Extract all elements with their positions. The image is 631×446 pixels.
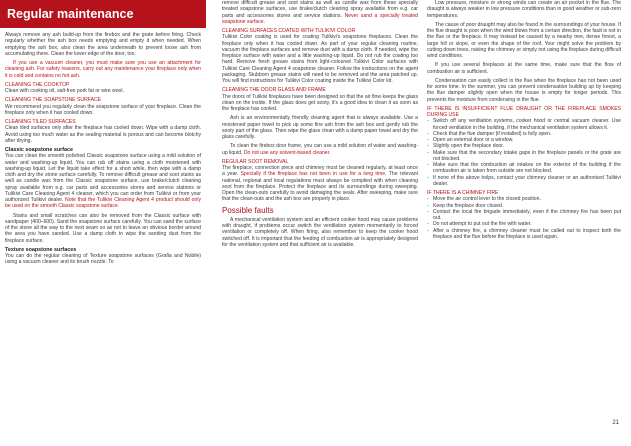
pressure-text-a: Low pressure, moisture or strong winds can create an air pocket in the flue. The draught is always weaker in low pressure conditions than in good weather or sub-zero temperatures. — [427, 0, 621, 19]
page-title: Regular maintenance — [7, 6, 134, 21]
classic-text — [5, 153, 201, 209]
column-middle — [222, 0, 418, 251]
list-item: - Slightly open the fireplace door. — [427, 143, 621, 149]
column-right — [427, 0, 621, 243]
classic-text-note: Note that the Tulikivi Cleaning Agent 4 product should only be used on the smooth Classic soapstone surface. — [5, 197, 201, 210]
vacuum-warning: If you use a vacuum cleaner, you must make sure you use an attachment for cleaning ash. For safety reasons, carry out any maintenance your fireplace only when it is cold and contains no hot ash. — [5, 60, 201, 79]
list-item: - If none of the above helps, contact your chimney cleaner or an authorised Tulikivi dealer. — [427, 175, 621, 188]
classic-text-main: You can clean the smooth polished Classic soapstone surface using a mild solution of water and washing-up liquid. You can rub off stains using a cloth moistened with washing-up liquid. Let the liquid take effect for a short while, then wipe with a damp cloth and dry the stone surface carefully. To remove difficult grease and soot stains as well as candle wax from the Classic soapstone surface, use brake/clutch cleaning spray available from e.g. car parts and accessories stores and service stations or Tulikivi Care Cleaning Agent 4 cleaner, which you can order from Tulikivi or from your authorized Tulikivi dealer. — [5, 153, 201, 203]
classic-heading: Classic soapstone surface — [5, 147, 74, 153]
glass-frame-text: To clean the firebox door frame, you can use a mild solution of water and washing-up liquid. — [222, 143, 418, 156]
faults-text: A mechanical ventilation system and an efficient cooker hood may cause problems with draught, if problems occur switch the ventilation system momentarily to forced ventilation or completely off. When firing, also remember to keep the cooker hood switched off. It is important that the feeding of combustion air is appropriately designed for the ventilation system and that sufficient air is available. — [222, 216, 418, 248]
glass-text-b: Ash is an environmentally friendly cleaning agent that is always available. Use a moistened paper towel to pick up some fine ash from the ash box and gently rub the sooty part of the glass. Then wipe the glass clean with a damp paper towel and dry the glass carefully. — [222, 115, 418, 140]
insufficient-draught-list — [427, 118, 621, 187]
list-item: - After a chimney fire, a chimney cleaner must be called out to inspect both the fireplace and the flue before the fireplace is used again. — [427, 228, 621, 241]
soot-text-b: The relevant national, regional and local regulations must always be complied with when cleaning soot from the fireplace. Protect the fireplace and its surroundings during sweeping. Open the clean-outs carefully to avoid damaging the seals. After sweeping, make sure that the clean-outs and the ash box are properly in place. — [222, 171, 419, 203]
glass-solvent-warning: Do not use any solvent-based cleaner. — [243, 149, 331, 156]
coated-text: Tulikivi Color coating is used for coating Tulikivi's soapstone fireplaces. Clean the fireplace only when it has cooled down. As part of your regular cleaning routine, vacuum the fireplace surfaces and remove dust with a damp cloth. If needed, wipe the fireplace surface with water and a little washing-up liquid. Do not rub the coating too hard. Remove fresh grease stains from light-coloured Tulikivi Color surfaces with Tulikivi Care Cleaning Agent 4 soapstone cleaner. Follow the instructions on the agent packaging. Stubborn grease stains will need to be removed and the area patched up. You will find instructions for Tulikivi Color coating inside the Tulikivi Color kit. — [222, 34, 418, 84]
texture-sand-warning: Never sand a specially treated soapstone surface. — [222, 12, 418, 25]
pressure-text-c: If you use several fireplaces at the same time, make sure that the flow of combustion air is sufficient. — [427, 62, 621, 75]
intro-paragraph: Always remove any ash build-up from the firebox and the grate before firing. Check regularly whether the ash box needs emptying and empty it when needed. When emptying the ash box, also clean the area underneath to prevent loose ash from accumulating there. Clean the lower edge of the door, too. — [5, 32, 201, 57]
texture-text: You can do the regular cleaning of Texture soapstone surfaces (Grafia and Nobile) using a vacuum cleaner and its brush nozzle. To — [5, 253, 201, 266]
texture-heading: Texture soapstone surfaces — [5, 246, 77, 253]
list-item: - Contact the local fire brigade immediately, even if the chimney fire has been put out. — [427, 209, 621, 222]
column-left — [0, 0, 206, 269]
list-item: - Make sure that the combustion air intakes on the exterior of the building if the combustion air is taken from outside are not blocked. — [427, 162, 621, 175]
texture-continued-main: remove difficult grease and soot stains as well as candle wax from these specially treated soapstone surfaces, use brake/clutch cleaning spray available from e.g. car parts and accessories stores and service stations. — [222, 0, 418, 19]
faults-heading: Possible faults — [222, 205, 274, 215]
classic-sanding-text: Stains and small scratches can also be removed from the Classic surface with sandpaper (400–600). Sand the soapstone surface carefully. You can sand the surface of the stone all the way to the next seam so as not to leave an obvious border around the area you have sanded. Use a damp cloth to wipe the sanding dust from the fireplace surface. — [5, 212, 201, 244]
soot-text — [222, 165, 418, 203]
pressure-text-d: Condensation can easily collect in the flue when the fireplace has not been used for some time. In the summer, you can prevent condensation building up by keeping the flue damper slightly open when the house is empty for longer periods. This prevents the moisture from condensing in the flue. — [427, 77, 621, 103]
coated-heading: CLEANING SURFACES COATED WITH TULIKIVI COLOR — [222, 28, 356, 34]
page-title-banner — [0, 0, 206, 28]
list-item: - Do not attempt to put out the fire with water. — [427, 221, 621, 227]
glass-text-a: The doors of Tulikivi fireplaces have been designed so that the air flow keeps the glass clean on the inside. If the glass does get sooty, it's a good idea to clean it as soon as the fireplace has cooled. — [222, 93, 418, 112]
list-item: - Make sure that the secondary intake gaps in the fireplace panels or the grate are not blocked. — [427, 150, 621, 163]
list-item: - Check that the flue damper (if installed) is fully open. — [427, 131, 621, 137]
cooktop-heading: CLEANING THE COOKTOP — [5, 81, 70, 88]
glass-text-c — [222, 143, 418, 156]
chimney-fire-list — [427, 196, 621, 240]
soot-red-note: Specially if the fireplace has not been in use for a long time. — [240, 171, 387, 178]
soot-heading: REGULAR SOOT REMOVAL — [222, 158, 289, 165]
list-item: - Move the air control lever to the closed position. — [427, 196, 621, 202]
list-item: - Keep the fireplace door closed. — [427, 203, 621, 209]
soapstone-text: We recommend you regularly clean the soapstone surface of your fireplace. Clean the fireplace only when it has cooled down. — [5, 103, 201, 116]
glass-heading: CLEANING THE DOOR GLASS AND FRAME — [222, 87, 326, 94]
texture-continued-text — [222, 0, 418, 25]
page-number: 21 — [612, 420, 619, 426]
tiled-text: Clean tiled surfaces only after the fireplace has cooled down. Wipe with a damp cloth. Avoid using too much water as the sealing material is porous and can become blotchy after drying. — [5, 125, 201, 144]
soapstone-heading: CLEANING THE SOAPSTONE SURFACE — [5, 97, 102, 104]
insufficient-draught-heading: IF THERE IS INSUFFICIENT FLUE DRAUGHT OR THE FIREPLACE SMOKES DURING USE — [427, 105, 621, 118]
list-item: - Open an external door or a window. — [427, 137, 621, 143]
cooktop-text: Clean with cooking oil, salt-free pork fat or wire wool. — [5, 88, 124, 94]
soot-text-a: The fireplace, connection piece and chimney must be cleaned regularly, at least once a year. — [222, 165, 418, 178]
list-item: - Switch off any ventilation systems, cooker hood or central vacuum cleaner. Use forced ventilation in the building, if the mechanical ventilation system allows it. — [427, 118, 621, 131]
chimney-fire-heading: IF THERE IS A CHIMNEY FIRE — [427, 190, 499, 196]
pressure-text-b: The cause of poor draught may also be found in the surroundings of your house. If the flue draught is poor when the wind blows from a certain direction, the fault is not in the flue or the fireplace. It may instead be caused by a nearby tree, dense forest, a large hill or slope, or even the shape of the roof. Your might solve the problem by cutting down trees, raising the chimney or simply not using the fireplace during difficult wind conditions. — [427, 21, 621, 59]
tiled-heading: CLEANING TILED SURFACES — [5, 119, 76, 125]
